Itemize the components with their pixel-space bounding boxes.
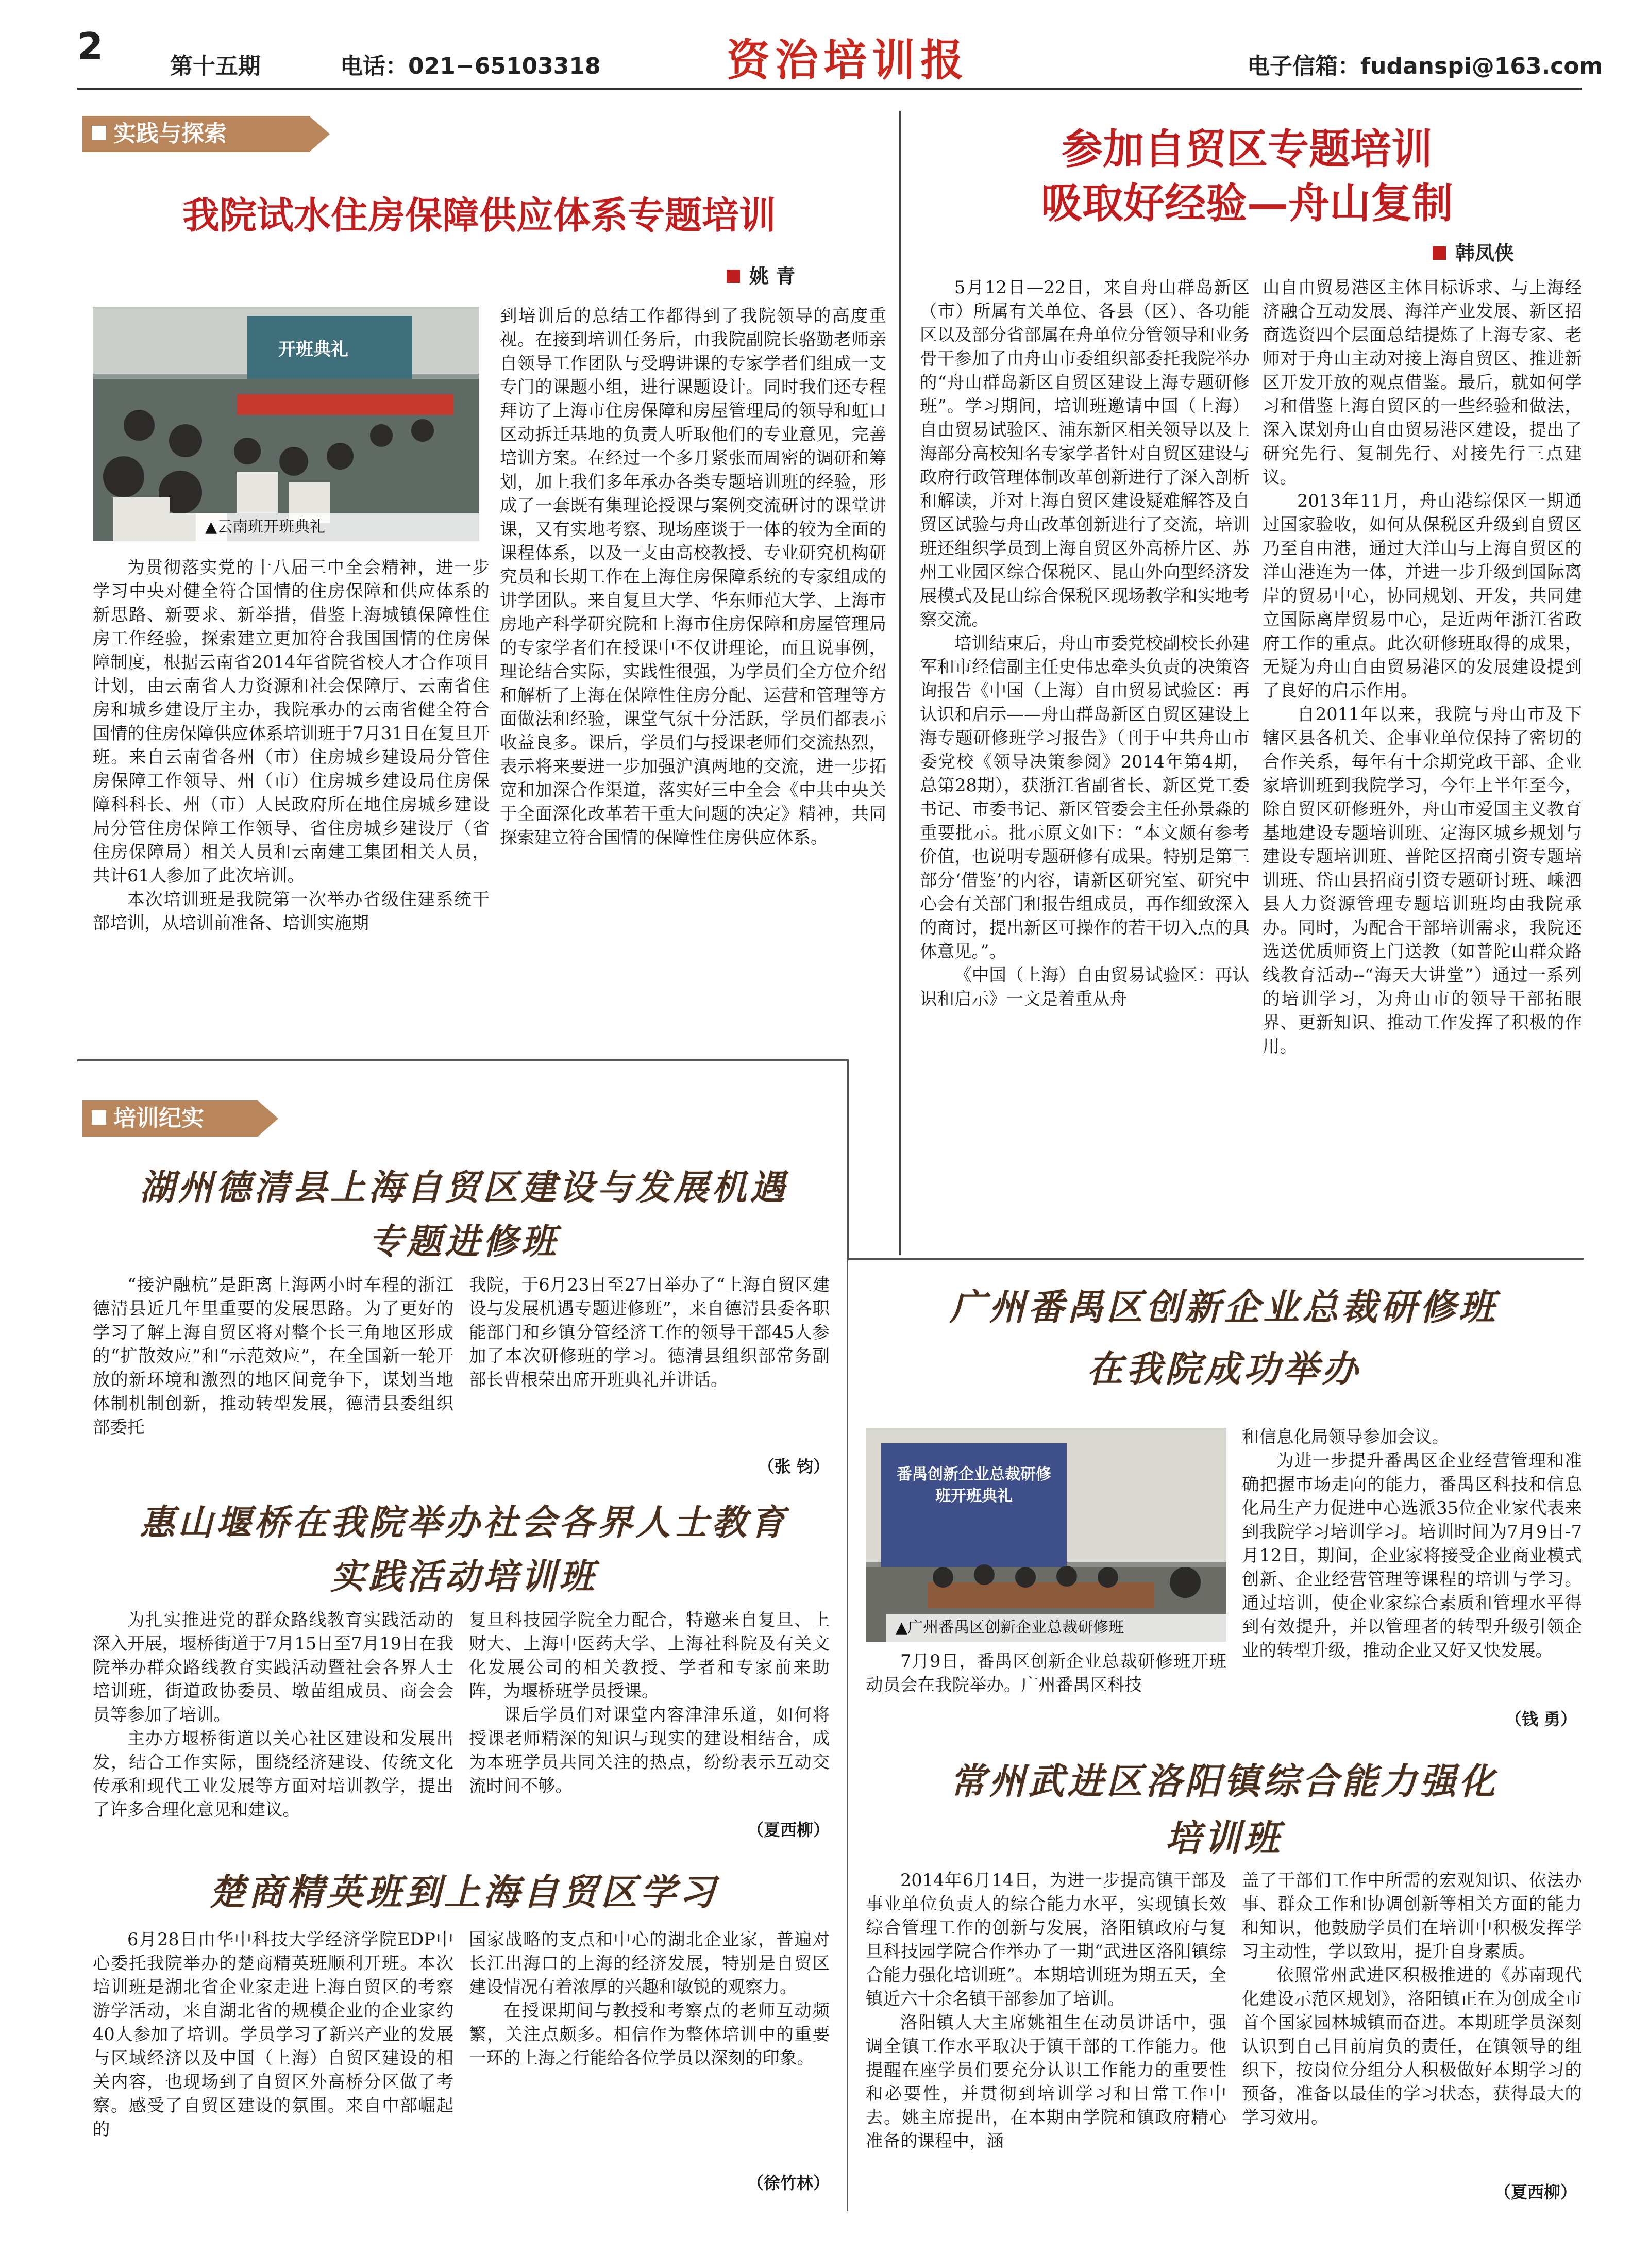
article7-title-line1: 常州武进区洛阳镇综合能力强化 (950, 1760, 1498, 1803)
article4-column1 (93, 1608, 453, 1822)
paragraph: 依照常州武进区积极推进的《苏南现代化建设示范区规划》，洛阳镇正在为创成全市首个国家园林城镇而奋进。本期班学员深刻认识到自己目前肩负的责任，在镇领导的组织下，按岗位分组分人积极做好本期学习的预备，准备以最佳的学习状态，获得最大的学习效用。 (1242, 1965, 1582, 2127)
paragraph: 培训结束后，舟山市委党校副校长孙建军和市经信副主任史伟忠牵头负责的决策咨询报告《中国（上海）自由贸易试验区：再认识和启示——舟山群岛新区自贸区建设上海专题研修班学习报告》（刊于中共舟山市委党校《领导决策参阅》2014年第4期，总第28期），获浙江省副省长、新区党工委书记、市委书记、新区管委会主任孙景淼的重要批示。批示原文如下：“本文颇有参考价值，也说明专题研修有成果。特别是第三部分‘借鉴’的内容，请新区研究室、研究中心会有关部门和报告组成员，再作细致深入的商讨，提出新区可操作的若干切入点的具体意见。”。 (920, 633, 1250, 961)
paragraph: 国家战略的支点和中心的湖北企业家，普遍对长江出海口的上海的经济发展，特别是自贸区建设情况有着浓厚的兴趣和敏锐的观察力。 (469, 1929, 830, 1997)
article3-title-line1: 湖州德清县上海自贸区建设与发展机遇 (139, 1167, 788, 1208)
article3-title-line2: 专题进修班 (368, 1221, 559, 1262)
article6-signature: （钱 勇） (1505, 1709, 1577, 1729)
article1-author: 姚 青 (749, 265, 796, 288)
paragraph: “接沪融杭”是距离上海两小时车程的浙江德清县近几年里重要的发展思路。为了更好的学习了解上海自贸区将对整个长三角地区形成的“扩散效应”和“示范效应”，在全国新一轮开放的新环境和激烈的地区间竞争下，谋划当地体制机制创新，推动转型发展，德清县委组织部委托 (93, 1275, 453, 1437)
paragraph: 自2011年以来，我院与舟山市及下辖区县各机关、企事业单位保持了密切的合作关系，每年有十余期党政干部、企业家培训班到我院学习，今年上半年至今，除自贸区研修班外，舟山市爱国主义教育基地建设专题培训班、定海区城乡规划与建设专题培训班、普陀区招商引资专题培训班、岱山县招商引资专题研讨班、嵊泗县人力资源管理专题培训班均由我院承办。同时，为配合干部培训需求，我院还选送优质师资上门送教（如普陀山群众路线教育活动--“海天大讲堂”）通过一系列的培训学习，为舟山市的领导干部拓眼界、更新知识、推动工作发挥了积极的作用。 (1263, 704, 1582, 1056)
page-number: 2 (77, 25, 104, 68)
section-tag-records (82, 1100, 258, 1137)
article2-byline (1433, 237, 1514, 265)
article1-photo-caption: ▲云南班开班典礼 (196, 513, 479, 541)
paragraph: 到培训后的总结工作都得到了我院领导的高度重视。在接到培训任务后，由我院副院长骆勤老师亲自领导工作团队与受聘讲课的专家学者们组成一支专门的课题小组，进行课题设计。同时我们还专程拜访了上海市住房保障和房屋管理局的领导和虹口区动拆迁基地的负责人听取他们的专业意见，完善培训方案。在经过一个多月紧张而周密的调研和筹划，加上我们多年承办各类专题培训班的经验，形成了一套既有集理论授课与案例交流研讨的课堂讲课，又有实地考察、现场座谈于一体的较为全面的课程体系，以及一支由高校教授、专业研究机构研究员和长期工作在上海住房保障系统的专家组成的讲学团队。来自复旦大学、华东师范大学、上海市房地产科学研究院和上海市住房保障和房屋管理局的专家学者们在授课中不仅讲理论，而且说事例，理论结合实际，实践性很强，为学员们全方位介绍和解析了上海在保障性住房分配、运营和管理等方面做法和经验，课堂气氛十分活跃，学员们都表示收益良多。课后，学员们与授课老师们交流热烈，表示将来要进一步加强沪滇两地的交流，进一步拓宽和加深合作渠道，落实好三中全会《中共中央关于全面深化改革若干重大问题的决定》精神，共同探索建立符合国情的保障性住房供应体系。 (500, 306, 886, 847)
paragraph: 7月9日，番禺区创新企业总裁研修班开班动员会在我院举办。广州番禺区科技 (866, 1651, 1226, 1695)
paragraph: 为进一步提升番禺区企业经营管理和准确把握市场走向的能力，番禺区科技和信息化局生产力促进中心选派35位企业家代表来到我院学习培训学习。培训时间为7月9日-7月12日，期间，企业家将接受企业商业模式创新、企业经营管理等课程的培训与学习。通过培训，使企业家综合素质和管理水平得到有效提升，并以管理者的转型升级引领企业的转型升级，推动企业又好又快发展。 (1242, 1450, 1582, 1660)
article7-signature: （夏西柳） (1494, 2182, 1577, 2202)
paragraph: 本次培训班是我院第一次举办省级住建系统干部培训，从培训前准备、培训实施期 (93, 889, 490, 933)
article4-column2 (469, 1608, 830, 1798)
paragraph: 5月12日—22日，来自舟山群岛新区（市）所属有关单位、各县（区）、各功能区以及部分省部属在舟单位分管领导和业务骨干参加了由舟山市委组织部委托我院举办的“舟山群岛新区自贸区建设上海专题研修班”。学习期间，培训班邀请中国（上海）自由贸易试验区、浦东新区相关领导以及上海部分高校知名专家学者针对自贸区建设与政府行政管理体制改革创新进行了深入剖析和解读，并对上海自贸区建设疑难解答及自贸区试验与舟山改革创新进行了交流，培训班还组织学员到上海自贸区外高桥片区、苏州工业园区综合保税区、昆山外向型经济发展模式及昆山综合保税区现场教学和实地考察交流。 (920, 277, 1250, 629)
article2-title-line2: 吸取好经验—舟山复制 (1041, 179, 1453, 227)
paragraph: 我院，于6月23日至27日举办了“上海自贸区建设与发展机遇专题进修班”，来自德清县委各职能部门和乡镇分管经济工作的领导干部45人参加了本次研修班的学习。德清县组织部常务副部长曹根荣出席开班典礼并讲话。 (469, 1275, 830, 1390)
red-square-icon (1433, 246, 1446, 260)
paragraph: 2014年6月14日，为进一步提高镇干部及事业单位负责人的综合能力水平，实现镇长效综合管理工作的创新与发展，洛阳镇政府与复旦科技园学院合作举办了一期“武进区洛阳镇综合能力强化培训班”。本期培训班为期五天，全镇近六十余名镇干部参加了培训。 (866, 1870, 1226, 2009)
article1-photo-banner: 开班典礼 (278, 339, 348, 360)
article7-title-line2: 培训班 (1165, 1816, 1283, 1859)
paragraph: 6月28日由华中科技大学经济学院EDP中心委托我院举办的楚商精英班顺利开班。本次培训班是湖北省企业家走进上海自贸区的考察游学活动，来自湖北省的规模企业的企业家约40人参加了培训。学员学习了新兴产业的发展与区域经济以及中国（上海）自贸区建设的相关内容，也现场到了自贸区外高桥分区做了考察。感受了自贸区建设的氛围。来自中部崛起的 (93, 1929, 453, 2139)
section-tag-label: 实践与探索 (113, 121, 227, 147)
section-tag-practice (82, 116, 309, 152)
newspaper-title: 资治培训报 (727, 35, 969, 86)
issue-number: 第十五期 (170, 53, 261, 79)
article2-column2 (1263, 276, 1582, 1058)
article6-title-line1: 广州番禺区创新企业总裁研修班 (950, 1286, 1498, 1328)
masthead-rule (77, 88, 1582, 90)
horizontal-divider-right (847, 1258, 1584, 1260)
article7-column2 (1242, 1869, 1582, 2129)
paragraph: 复旦科技园学院全力配合，特邀来自复旦、上财大、上海中医药大学、上海社科院及有关文化发展公司的相关教授、学者和专家前来助阵，为堰桥班学员授课。 (469, 1610, 830, 1701)
paragraph: 为贯彻落实党的十八届三中全会精神，进一步学习中央对健全符合国情的住房保障和供应体系的新思路、新要求、新举措，借鉴上海城镇保障性住房工作经验，探索建立更加符合我国国情的住房保障制度，根据云南省2014年省院省校人才合作项目计划，由云南省人力资源和社会保障厅、云南省住房和城乡建设厅主办，我院承办的云南省健全符合国情的住房保障供应体系培训班于7月31日在复旦开班。来自云南省各州（市）住房城乡建设局分管住房保障工作领导、州（市）住房城乡建设局住房保障科科长、州（市）人民政府所在地住房城乡建设局分管住房保障工作领导、省住房城乡建设厅（省住房保障局）相关人员和云南建工集团相关人员，共计61人参加了此次培训。 (93, 557, 490, 886)
article1-byline (727, 260, 795, 289)
article2-column1 (920, 276, 1250, 1011)
paragraph: 为扎实推进党的群众路线教育实践活动的深入开展，堰桥街道于7月15日至7月19日在我院举办群众路线教育实践活动暨社会各界人士培训班，街道政协委员、墩苗组成员、商会会员等参加了培训。 (93, 1610, 453, 1725)
paragraph: 和信息化局领导参加会议。 (1242, 1427, 1449, 1447)
article3-column1 (93, 1273, 453, 1439)
article1-photo (93, 307, 479, 541)
article1-column1 (93, 556, 490, 935)
red-square-icon (727, 270, 740, 283)
article2-author: 韩凤侠 (1455, 242, 1515, 264)
email-address: 电子信箱：fudanspi@163.com (1247, 53, 1603, 79)
horizontal-divider-left (77, 1059, 848, 1061)
vertical-divider-top (899, 111, 901, 1255)
article6-column1 (866, 1649, 1226, 1697)
article6-photo-banner: 番禺创新企业总裁研修班开班典礼 (897, 1465, 1051, 1505)
article4-signature: （夏西柳） (747, 1820, 830, 1840)
article5-title: 楚商精英班到上海自贸区学习 (209, 1871, 718, 1913)
article3-signature: （张 钧） (758, 1457, 830, 1476)
paragraph: 山自由贸易港区主体目标诉求、与上海经济融合互动发展、海洋产业发展、新区招商选资四个层面总结提炼了上海专家、老师对于舟山主动对接上海自贸区、推进新区开发开放的观点借鉴。最后，就如何学习和借鉴上海自贸区的一些经验和做法，深入谋划舟山自由贸易港区建设，提出了研究先行、复制先行、对接先行三点建议。 (1263, 277, 1582, 487)
vertical-divider-bottom (847, 1258, 848, 2211)
article4-title-line1: 惠山堰桥在我院举办社会各界人士教育 (139, 1502, 788, 1543)
conference-photo-image (866, 1428, 1226, 1642)
square-bullet-icon (92, 126, 106, 140)
article1-title: 我院试水住房保障供应体系专题培训 (182, 193, 776, 237)
paragraph: 课后学员们对课堂内容津津乐道，如何将授课老师精深的知识与现实的建设相结合，成为本班学员共同关注的热点，纷纷表示互动交流时间不够。 (469, 1705, 830, 1796)
article6-photo-caption: ▲广州番禺区创新企业总裁研修班 (886, 1614, 1226, 1642)
article6-title-line2: 在我院成功举办 (1087, 1347, 1361, 1390)
paragraph: 《中国（上海）自由贸易试验区：再认识和启示》一文是着重从舟 (920, 965, 1250, 1009)
article1-column2 (500, 304, 886, 849)
paragraph: 在授课期间与教授和考察点的老师互动频繁，关注点颇多。相信作为整体培训中的重要一环的上海之行能给各位学员以深刻的印象。 (469, 2000, 830, 2068)
article5-column2 (469, 1928, 830, 2070)
article6-photo (866, 1428, 1226, 1642)
article7-column1 (866, 1869, 1226, 2153)
article5-column1 (93, 1928, 453, 2141)
article3-column2 (469, 1273, 830, 1392)
article5-signature: （徐竹林） (747, 2173, 830, 2193)
article2-title-line1: 参加自贸区专题培训 (1062, 125, 1433, 173)
paragraph: 主办方堰桥街道以关心社区建设和发展出发，结合工作实际，围绕经济建设、传统文化传承和现代工业发展等方面对培训教学，提出了许多合理化意见和建议。 (93, 1728, 453, 1820)
paragraph: 洛阳镇人大主席姚祖生在动员讲话中，强调全镇工作水平取决于镇干部的工作能力。他提醒在座学员们要充分认识工作能力的重要性和必要性，并贯彻到培训学习和日常工作中去。姚主席提出，在本期由学院和镇政府精心准备的课程中，涵 (866, 2012, 1226, 2151)
square-bullet-icon (92, 1110, 106, 1125)
section-tag-label: 培训纪实 (113, 1105, 204, 1131)
paragraph: 盖了干部们工作中所需的宏观知识、依法办事、群众工作和协调创新等相关方面的能力和知识，他鼓励学员们在培训中积极发挥学习主动性，学以致用，提升自身素质。 (1242, 1870, 1582, 1961)
article6-column2 (1242, 1425, 1582, 1662)
paragraph: 2013年11月，舟山港综保区一期通过国家验收，如何从保税区升级到自贸区乃至自由港，通过大洋山与上海自贸区的洋山港连为一体，并进一步升级到国际离岸的贸易中心，协同规划、开发，共同建立国际离岸贸易中心，是近两年浙江省政府工作的重点。此次研修班取得的成果，无疑为舟山自由贸易港区的发展建设提到了良好的启示作用。 (1263, 491, 1582, 701)
corner-divider-vertical (847, 1059, 849, 1260)
phone-number: 电话：021−65103318 (340, 53, 601, 79)
article4-title-line2: 实践活动培训班 (330, 1556, 597, 1597)
